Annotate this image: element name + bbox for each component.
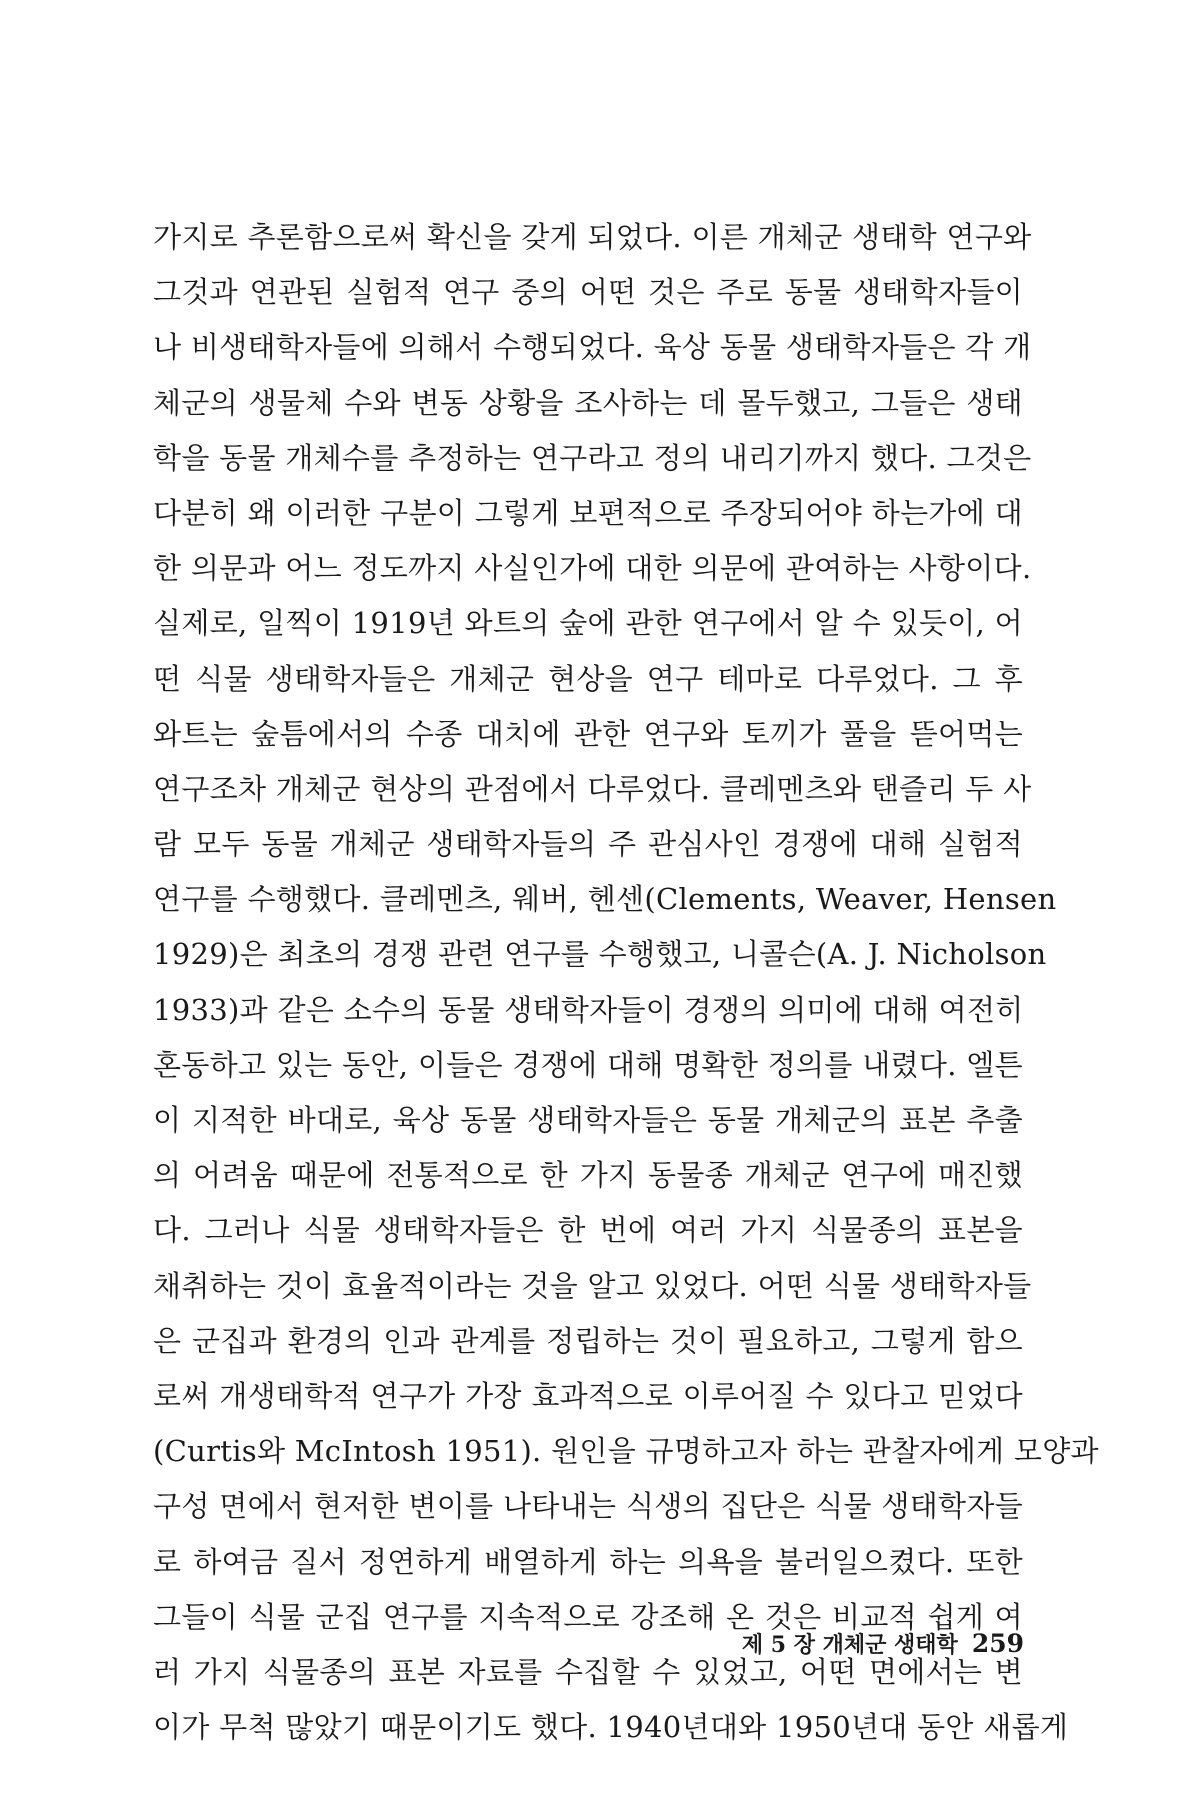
text-line: 이가 무척 많았기 때문이기도 했다. 1940년대와 1950년대 동안 새롭게 — [153, 1710, 1069, 1745]
page-number: 259 — [971, 1629, 1024, 1658]
text-line: 학을 동물 개체수를 추정하는 연구라고 정의 내리기까지 했다. 그것은 — [153, 440, 1032, 475]
text-line: 와트는 숲틈에서의 수종 대치에 관한 연구와 토끼가 풀을 뜯어먹는 — [153, 716, 1023, 751]
text-line: 연구를 수행했다. 클레멘츠, 웨버, 헨센(Clements, Weaver, Hensen — [153, 882, 1057, 917]
page-footer — [742, 1628, 1024, 1659]
text-line: 가지로 추론함으로써 확신을 갖게 되었다. 이른 개체군 생태학 연구와 — [153, 220, 1032, 254]
text-line: 로써 개생태학적 연구가 가장 효과적으로 이루어질 수 있다고 믿었다 — [153, 1378, 1023, 1413]
text-line: 그들이 식물 군집 연구를 지속적으로 강조해 온 것은 비교적 쉽게 여 — [153, 1599, 1023, 1634]
text-line: 1929)은 최초의 경쟁 관련 연구를 수행했고, 니콜슨(A. J. Nicholson — [153, 937, 1047, 972]
text-line: 다분히 왜 이러한 구분이 그렇게 보편적으로 주장되어야 하는가에 대 — [153, 495, 1023, 530]
text-line: 혼동하고 있는 동안, 이들은 경쟁에 대해 명확한 정의를 내렸다. 엘튼 — [153, 1047, 1023, 1082]
text-line: 다. 그러나 식물 생태학자들은 한 번에 여러 가지 식물종의 표본을 — [153, 1213, 1023, 1248]
text-line: 1933)과 같은 소수의 동물 생태학자들이 경쟁의 의미에 대해 여전히 — [153, 992, 1024, 1027]
text-line: 그것과 연관된 실험적 연구 중의 어떤 것은 주로 동물 생태학자들이 — [153, 275, 1023, 310]
text-line: 한 의문과 어느 정도까지 사실인가에 대한 의문에 관여하는 사항이다. — [153, 551, 1032, 586]
text-line: 떤 식물 생태학자들은 개체군 현상을 연구 테마로 다루었다. 그 후 — [153, 661, 1023, 696]
text-line: 구성 면에서 현저한 변이를 나타내는 식생의 집단은 식물 생태학자들 — [153, 1489, 1023, 1524]
text-line: 체군의 생물체 수와 변동 상황을 조사하는 데 몰두했고, 그들은 생태 — [153, 385, 1023, 420]
body-text — [153, 210, 1099, 1755]
text-line: (Curtis와 McIntosh 1951). 원인을 규명하고자 하는 관찰자에게 모양과 — [153, 1434, 1099, 1469]
text-line: 로 하여금 질서 정연하게 배열하게 하는 의욕을 불러일으켰다. 또한 — [153, 1544, 1023, 1579]
chapter-title: 제 5 장 개체군 생태학 — [741, 1632, 958, 1658]
text-line: 연구조차 개체군 현상의 관점에서 다루었다. 클레멘츠와 탠즐리 두 사 — [153, 771, 1032, 806]
text-line: 나 비생태학자들에 의해서 수행되었다. 육상 동물 생태학자들은 각 개 — [153, 330, 1032, 365]
text-line: 의 어려움 때문에 전통적으로 한 가지 동물종 개체군 연구에 매진했 — [153, 1158, 1023, 1193]
text-line: 은 군집과 환경의 인과 관계를 정립하는 것이 필요하고, 그렇게 함으 — [153, 1323, 1023, 1358]
text-line: 실제로, 일찍이 1919년 와트의 숲에 관한 연구에서 알 수 있듯이, 어 — [153, 606, 1023, 641]
text-line: 람 모두 동물 개체군 생태학자들의 주 관심사인 경쟁에 대해 실험적 — [153, 827, 1023, 862]
text-line: 채취하는 것이 효율적이라는 것을 알고 있었다. 어떤 식물 생태학자들 — [153, 1268, 1032, 1303]
text-line: 이 지적한 바대로, 육상 동물 생태학자들은 동물 개체군의 표본 추출 — [153, 1103, 1023, 1137]
text-line: 러 가지 식물종의 표본 자료를 수집할 수 있었고, 어떤 면에서는 변 — [153, 1654, 1023, 1689]
